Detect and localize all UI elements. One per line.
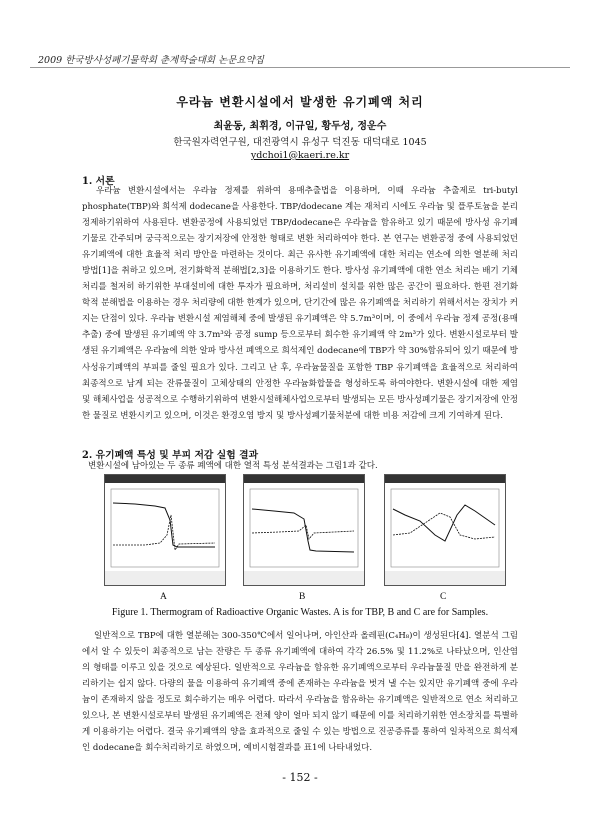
figure-thermograms bbox=[104, 474, 504, 584]
affiliation: 한국원자력연구원, 대전광역시 유성구 덕진동 대덕대로 1045 bbox=[173, 137, 427, 148]
figure-caption: Figure 1. Thermogram of Radioactive Organic Wastes. A is for TBP, B and C are for Samples. bbox=[111, 607, 489, 618]
figure-label-b: B bbox=[299, 592, 306, 602]
section-1-heading: 1. 서론 bbox=[82, 176, 115, 187]
conference-header: 2009 한국방사성폐기물학회 춘계학술대회 논문요약집 bbox=[38, 55, 264, 66]
section-2-heading: 2. 유기폐액 특성 및 부피 저감 실험 결과 bbox=[82, 450, 259, 461]
thermogram-a bbox=[104, 474, 226, 586]
header-divider bbox=[30, 67, 570, 68]
section-2-body: 일반적으로 TBP에 대한 열분해는 300-350℃에서 일어나며, 아인산과 올레핀(C₄H₈)이 생성된다[4]. 열분석 그림에서 알 수 있듯이 최종적으로 남는 잔량은 두 종류 유기폐액에 대하여 각각 26.5% 및 11.2%로 나타났으며, 인산염의 형태를 이루고 있을 것으로 예상된다. 일반적으로 우라늄을 함유한 유기폐액으로부터 우라늄물질 만을 완전하게 분리하기는 쉽지 않다. 다량의 물을 이용하여 유기폐액 중에 존재하는 우라늄을 벗겨 낼 수는 있지만 유기폐액 중에 우라늄이 존재하지 않을 정도로 회수하기는 매우 어렵다. 따라서 우라늄을 함유하는 유기폐액은 일반적으로 연소 처리하고 있으나, 본 변환시설로부터 발생된 유기폐액은 전체 양이 얼마 되지 않기 때문에 이를 처리하기위한 연소장치를 특별하게 이용하기는 어렵다. 결국 유기폐액의 양을 효과적으로 줄일 수 있는 방법으로 진공증류를 통하여 일차적으로 희석제인 dodecane을 회수처리하기로 하였으며, 예비시험결과를 표1에 나타내었다. bbox=[82, 631, 518, 754]
thermogram-c bbox=[384, 474, 506, 586]
page-number: - 152 - bbox=[282, 771, 318, 784]
author-list: 최윤동, 최휘경, 이규일, 황두성, 정운수 bbox=[213, 121, 387, 132]
author-email[interactable]: ydchoi1@kaeri.re.kr bbox=[250, 150, 350, 161]
section-2-intro: 변환시설에 남아있는 두 종류 폐액에 대한 열적 특성 분석결과는 그림1과 같다. bbox=[88, 461, 378, 471]
section-1-body: 우라늄 변환시설에서는 우라늄 정제를 위하여 용매추출법을 이용하며, 이때 우라늄 추출제로 tri-butyl phosphate(TBP)와 희석제 dodecane을 사용한다. TBP/dodecane 계는 재처리 시에도 우라늄 및 플루토늄을 분리 정제하기위하여 사용된다. 변환공정에 사용되었던 TBP/dodecane은 우라늄을 함유하고 있기 때문에 방사성 유기폐기물로 간주되며 궁극적으로는 장기저장에 안정한 형태로 변환 처리하여야 한다. 본 연구는 변환공정 중에 사용되었던 유기폐액에 대한 효율적 처리 방안을 마련하는 것이다. 최근 유사한 유기폐액에 대한 처리는 연소에 의한 열분해 처리 방법[1]을 취하고 있으며, 전기화학적 분해법[2,3]을 이용하기도 한다. 방사성 유기폐액에 대한 연소 처리는 배기 기체 처리를 철저히 하기위한 부대설비에 대한 투자가 필요하며, 처리설비 설치를 위한 많은 공간이 필요하다. 한편 전기화학적 분해법을 이용하는 경우 처리량에 대한 한계가 있으며, 단기간에 많은 유기폐액을 처리하기 위해서서는 장치가 커지는 단점이 있다. 우라늄 변환시설 제염해체 중에 발생된 유기폐액은 약 5.7m³이며, 이 중에서 우라늄 정제 공정(용매추출) 중에 발생된 유기폐액 약 3.7m³와 공정 sump 등으로부터 회수한 유기폐액 약 2m³가 있다. 변환시설로부터 발생된 유기폐액은 우라늄에 의한 알파 방사선 폐액으로 희석제인 dodecane에 TBP가 약 30%함유되어 있기 때문에 방사성유기폐액의 부피를 줄일 필요가 있다. 그리고 난 후, 우라늄물질을 포함한 TBP 유기폐액을 효율적으로 처리하여 최종적으로 남게 되는 잔류물질이 고체상태의 안정한 우라늄화합물을 형성하도록 하여야한다. 변환시설에 대한 제염 및 해체사업을 성공적으로 수행하기위하여 변환시설해체사업으로부터 발생되는 모든 방사성폐기물은 장기저장에 안정한 물질로 변환시키고 있으며, 이것은 환경오염 방지 및 방사성폐기물처분에 대한 비용 저감에 크게 기여하게 된다. bbox=[82, 186, 518, 421]
paper-title: 우라늄 변환시설에서 발생한 유기폐액 처리 bbox=[176, 95, 424, 109]
figure-label-a: A bbox=[160, 592, 167, 602]
figure-label-c: C bbox=[440, 592, 447, 602]
thermogram-b bbox=[243, 474, 365, 586]
